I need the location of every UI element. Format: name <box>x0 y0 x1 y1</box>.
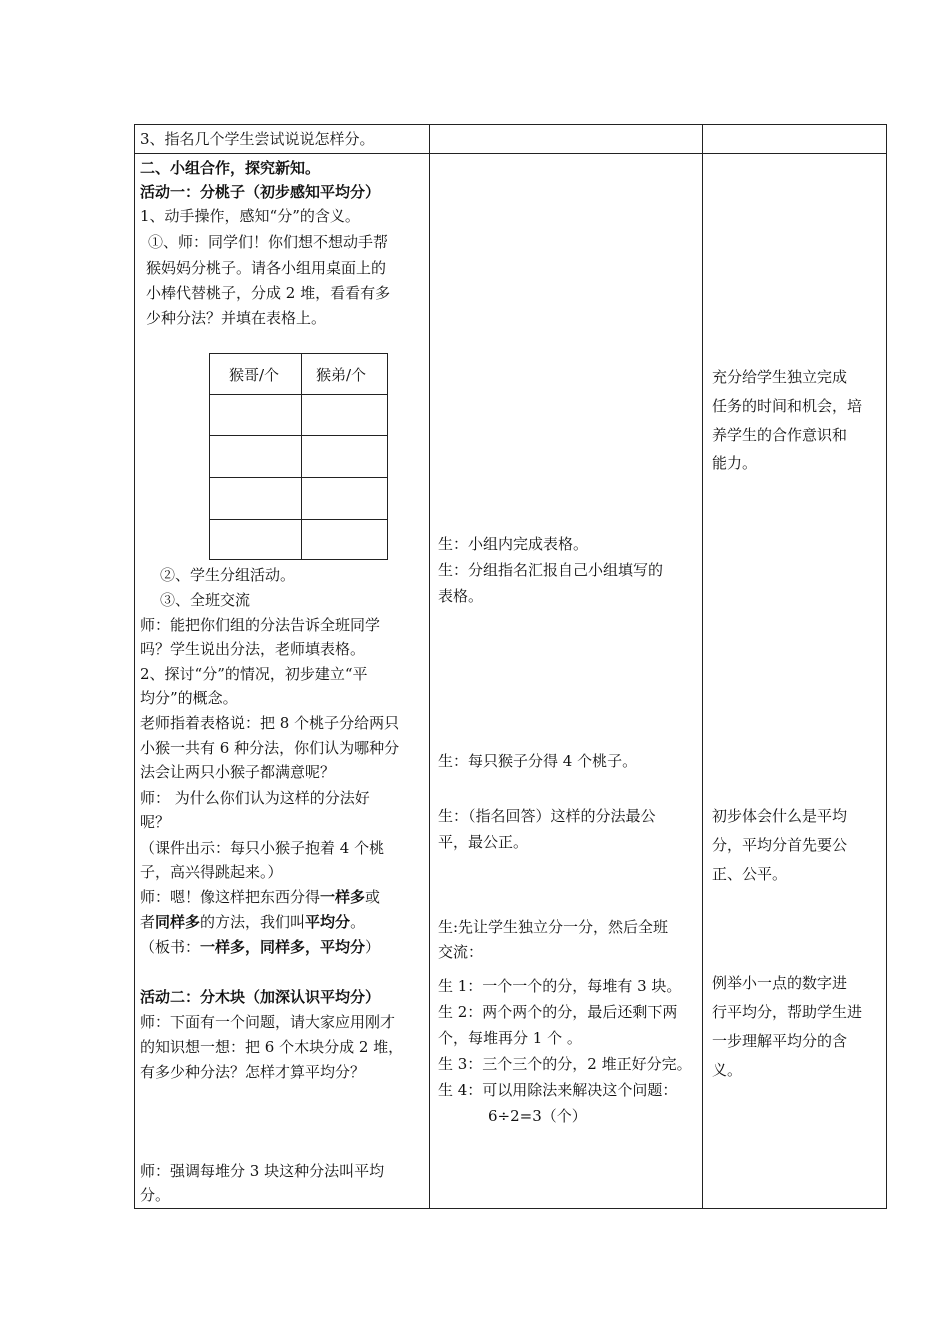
col1-line: 小棒代替桃子，分成 2 堆，看看有多 <box>146 284 391 302</box>
section-title: 二、小组合作，探究新知。 <box>140 159 321 177</box>
col1-line: 猴妈妈分桃子。请各小组用桌面上的 <box>146 259 387 277</box>
col1-line: 呢？ <box>140 813 171 831</box>
col2-line: 生 1：一个一个的分，每堆有 3 块。 <box>438 977 682 995</box>
text-run: 或 <box>365 888 381 906</box>
col2-line: 平，最公正。 <box>438 833 529 851</box>
col1-line: （课件出示：每只小猴子抱着 4 个桃 <box>140 839 385 857</box>
col1-line: 分。 <box>140 1186 171 1204</box>
col2-line: 生：小组内完成表格。 <box>438 535 589 553</box>
table-header-younger: 猴弟/个 <box>316 366 367 384</box>
row1-text: 3、指名几个学生尝试说说怎样分。 <box>140 130 375 148</box>
col2-line: 表格。 <box>438 587 484 605</box>
col2-line: 生 4：可以用除法来解决这个问题： <box>438 1081 678 1099</box>
emphasis-text: 一样多，同样多，平均分 <box>200 938 366 956</box>
col3-line: 正、公平。 <box>712 865 788 883</box>
col1-line: 2、探讨“分”的情况，初步建立“平 <box>140 665 368 683</box>
col1-line: 吗？学生说出分法，老师填表格。 <box>140 640 366 658</box>
col3-line: 分，平均分首先要公 <box>712 836 848 854</box>
text-run: （板书： <box>140 938 201 956</box>
col2-line: 生 2：两个两个的分，最后还剩下两 <box>438 1003 678 1021</box>
emphasis-text: 一样多 <box>320 888 366 906</box>
text-run: 者 <box>140 913 156 931</box>
col2-line: 生：（指名回答）这样的分法最公 <box>438 807 656 825</box>
column-divider-2 <box>702 124 703 1209</box>
text-run: 。 <box>350 913 366 931</box>
table-right-border <box>886 124 887 1209</box>
col1-line: 少种分法？并填在表格上。 <box>146 309 327 327</box>
col3-line: 行平均分，帮助学生进 <box>712 1003 863 1021</box>
col2-line: 6÷2=3（个） <box>488 1107 587 1125</box>
col3-line: 任务的时间和机会，培 <box>712 397 863 415</box>
col3-line: 养学生的合作意识和 <box>712 426 848 444</box>
text-run: 师：嗯！像这样把东西分得 <box>140 888 321 906</box>
col3-line: 义。 <box>712 1061 743 1079</box>
col2-line: 生：每只猴子分得 4 个桃子。 <box>438 752 638 770</box>
col3-line: 一步理解平均分的含 <box>712 1032 848 1050</box>
col2-line: 生 3：三个三个的分，2 堆正好分完。 <box>438 1055 692 1073</box>
col2-line: 生：分组指名汇报自己小组填写的 <box>438 561 664 579</box>
emphasis-text: 同样多 <box>155 913 201 931</box>
col1-line <box>140 910 365 934</box>
col3-line: 充分给学生独立完成 <box>712 368 848 386</box>
text-run: ） <box>365 938 381 956</box>
table-left-border <box>134 124 135 1209</box>
table-header-brother: 猴哥/个 <box>229 366 280 384</box>
col1-line: 师：能把你们组的分法告诉全班同学 <box>140 616 381 634</box>
table-top-border <box>134 124 887 125</box>
col1-line: ①、师：同学们！你们想不想动手帮 <box>148 233 389 251</box>
col3-line: 例举小一点的数字进 <box>712 974 848 992</box>
col1-line: 均分”的概念。 <box>140 689 238 707</box>
text-run: 的方法，我们叫 <box>200 913 306 931</box>
column-divider-1 <box>429 124 430 1209</box>
col1-line: 1、动手操作，感知“分”的含义。 <box>140 207 360 225</box>
col1-line <box>140 935 380 959</box>
emphasis-text: 平均分 <box>305 913 351 931</box>
activity2-title: 活动二：分木块（加深认识平均分） <box>140 988 381 1006</box>
col1-line: ③、全班交流 <box>160 591 251 609</box>
col1-line: 师：下面有一个问题，请大家应用刚才 <box>140 1013 396 1031</box>
col1-line: 师：强调每堆分 3 块这种分法叫平均 <box>140 1162 385 1180</box>
col2-line: 生:先让学生独立分一分，然后全班 <box>438 918 669 936</box>
table-bottom-border <box>134 1208 887 1209</box>
activity1-title: 活动一：分桃子（初步感知平均分） <box>140 183 381 201</box>
col1-line: 子，高兴得跳起来。） <box>140 863 283 881</box>
col2-line: 交流： <box>438 943 484 961</box>
peach-split-table <box>209 353 388 560</box>
col1-line: 的知识想一想：把 6 个木块分成 2 堆， <box>140 1038 404 1056</box>
col1-line: ②、学生分组活动。 <box>160 566 296 584</box>
col1-line: 师： 为什么你们认为这样的分法好 <box>140 789 370 807</box>
col2-line: 个，每堆再分 1 个 。 <box>438 1029 582 1047</box>
row-divider <box>134 153 887 154</box>
col1-line: 有多少种分法？怎样才算平均分？ <box>140 1063 366 1081</box>
col3-line: 能力。 <box>712 454 758 472</box>
col1-line <box>140 885 380 909</box>
col1-line: 法会让两只小猴子都满意呢？ <box>140 763 336 781</box>
col1-line: 小猴一共有 6 种分法，你们认为哪种分 <box>140 739 400 757</box>
col3-line: 初步体会什么是平均 <box>712 807 848 825</box>
col1-line: 老师指着表格说：把 8 个桃子分给两只 <box>140 714 400 732</box>
